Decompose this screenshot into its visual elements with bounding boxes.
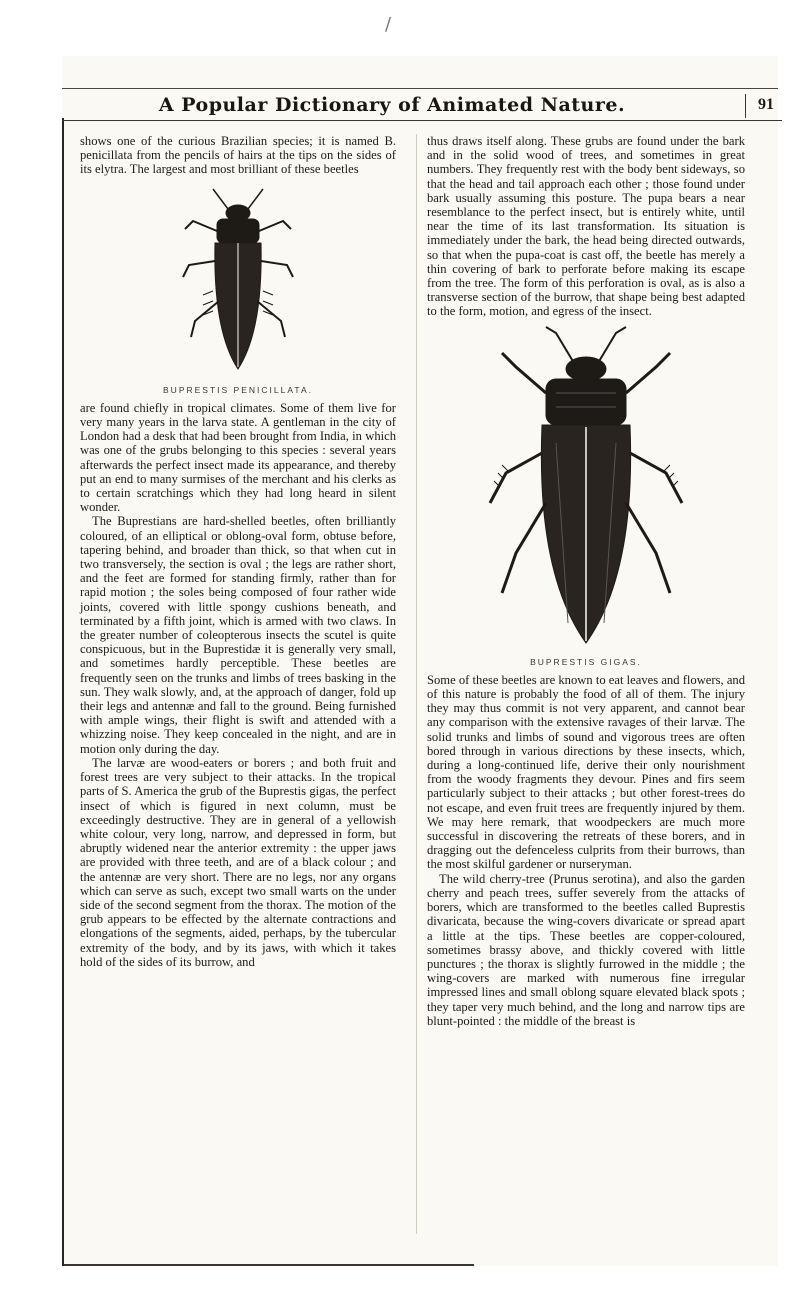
page-title: A Popular Dictionary of Animated Nature. <box>158 94 626 116</box>
left-column <box>80 134 396 969</box>
page-number: 91 <box>758 96 774 113</box>
left-paragraph-3: The Buprestians are hard-shelled beetles, often brilliantly coloured, of an elliptical or oblong-oval form, obtuse before, tapering behind, and broader than thick, so that when cut in two transversely, the section is oval ; the legs are rather short, and the feet are formed for standing firmly, rather than for rapid motion ; the soles being composed of four rather wide joints, covered with little spongy cushions beneath, and terminated by a fifth joint, which is armed with two claws. In the greater number of coleopterous insects the scutel is quite conspicuous, but in the Buprestidæ it is generally very small, and sometimes hardly perceptible. These beetles are frequently seen on the trunks and limbs of trees basking in the sun. They walk slowly, and, at the approach of danger, fold up their legs and antennæ and fall to the ground. Being furnished with ample wings, their flight is swift and attended with a whizzing noise. They keep concealed in the night, and are in motion only during the day. <box>80 514 396 756</box>
right-column <box>427 134 745 1028</box>
left-figure-caption: BUPRESTIS PENICILLATA. <box>163 384 313 395</box>
buprestis-gigas-figure <box>476 323 696 653</box>
right-paragraph-1: thus draws itself along. These grubs are found under the bark and in the solid wood of trees, and sometimes in great numbers. They frequently rest with the body bent sideways, so that the head and tail approach each other ; those found under bark usually assuming this posture. The pupa bears a near resemblance to the perfect insect, but is entirely white, until near the time of its last transformation. Its situation is immediately under the bark, the head being directed outwards, so that when the pupa-coat is cast off, the beetle has merely a thin covering of bark to perforate before making its escape from the tree. The form of this perforation is oval, as is also a transverse section of the burrow, that shape being best adapted to the form, motion, and egress of the insect. <box>427 134 745 319</box>
corner-mark: / <box>385 14 392 35</box>
header-divider <box>745 94 746 118</box>
left-paragraph-1: shows one of the curious Brazilian species; it is named B. penicillata from the pencils of hairs at the tips on the sides of its elytra. The largest and most brilliant of these beetles <box>80 134 396 177</box>
right-paragraph-3: The wild cherry-tree (Prunus serotina), and also the garden cherry and peach trees, suffer severely from the attacks of borers, which are transformed to the beetles called Buprestis divaricata, because the wing-covers divaricate or spread apart a little at the tips. These beetles are copper-coloured, sometimes brassy above, and thickly covered with little punctures ; the thorax is slightly furrowed in the middle ; the wing-covers are marked with numerous fine irregular impressed lines and small oblong square elevated black spots ; they taper very much behind, and the long and narrow tips are blunt-pointed : the middle of the breast is <box>427 871 745 1028</box>
column-divider <box>416 134 417 1234</box>
running-header <box>62 90 782 121</box>
buprestis-penicillata-figure <box>173 181 303 381</box>
right-paragraph-2: Some of these beetles are known to eat leaves and flowers, and of this nature is probably the food of all of them. The injury they may thus commit is not very apparent, and cannot bear any comparison with the extensive ravages of their larvæ. The solid trunks and limbs of sound and vigorous trees are often bored through in various directions by these insects, which, during a long-continued life, derive their only nourishment from the woody fragments they devour. Pines and firs seem particularly subject to their attacks ; but other forest-trees do not escape, and even fruit trees are frequently injured by them. We may here remark, that woodpeckers are much more successful in discovering the retreats of these borers, and in dragging out the defenceless culprits from their burrows, than the most skilful gardener or nurseryman. <box>427 672 745 872</box>
right-figure-caption: BUPRESTIS GIGAS. <box>530 656 642 667</box>
frame-top-rule <box>62 88 778 89</box>
frame-left-rule <box>62 118 64 1266</box>
left-paragraph-2: are found chiefly in tropical climates. Some of them live for very many years in the larva state. A gentleman in the city of London had a desk that had been brought from India, in which was one of the grubs belonging to this species : several years afterwards the perfect insect made its appearance, and thereby put an end to many surmises of the merchant and his clerks as to certain scratchings which they had long heard in silent wonder. <box>80 400 396 515</box>
left-paragraph-4: The larvæ are wood-eaters or borers ; and both fruit and forest trees are very subject to their attacks. In the tropical parts of S. America the grub of the Buprestis gigas, the perfect insect of which is figured in next column, must be exceedingly destructive. They are in general of a yellowish white colour, very long, narrow, and depressed in form, but abruptly widened near the anterior extremity : the upper jaws are provided with three teeth, and are of a black colour ; and the antennæ are very short. There are no legs, nor any organs which can serve as such, except two small warts on the under side of the second segment from the thorax. The motion of the grub appears to be effected by the alternate contractions and elongations of the segments, aided, perhaps, by the tubercular extremity of the body, and by its jaws, with which it takes hold of the sides of its burrow, and <box>80 755 396 969</box>
bottom-rule <box>64 1264 474 1266</box>
